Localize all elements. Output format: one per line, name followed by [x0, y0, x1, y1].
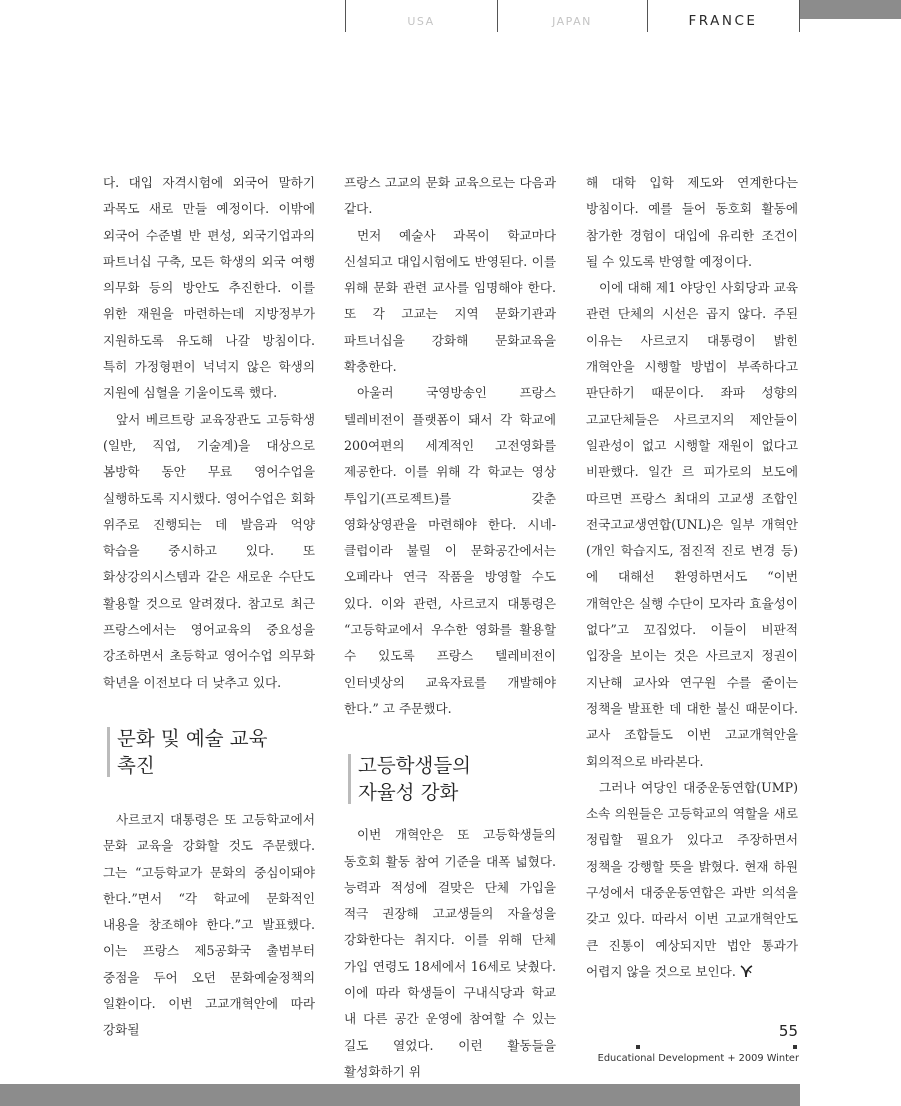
footer-square-mark [793, 1045, 797, 1049]
paragraph: 그러나 여당인 대중운동연합(UMP) 소속 의원들은 고등학교의 역할을 새로 정립할 필요가 있다고 주장하면서 정책을 강행할 뜻을 밝혔다. 현재 하원 구성에서 대중운동연합은 과반 의석을 갖고 있다. 따라서 이번 고교개혁안도 큰 진통이 예상되지만 법안 통과가 어렵지 않을 것으로 보인다. [586, 779, 798, 979]
paragraph: 사르코지 대통령은 또 고등학교에서 문화 교육을 강화할 것도 주문했다. 그는 “고등학교가 문화의 중심이돼야 한다.”면서 “각 학교에 문화적인 내용을 창조해야 한다.”고 발표했다. 이는 프랑스 제5공화국 출범부터 중점을 두어 오던 문화예술정책의 일환이다. 이번 고교개혁안에 따라 강화될 [103, 811, 315, 1038]
journal-title: Educational Development + 2009 Winter [597, 1053, 799, 1064]
article-column-2 [344, 170, 556, 1085]
article-column-1 [103, 170, 315, 1044]
page-number: 55 [778, 1022, 798, 1040]
article-column-3 [586, 170, 798, 985]
section-heading-autonomy [344, 752, 556, 806]
tab-japan: JAPAN [552, 15, 592, 28]
tab-divider [799, 0, 800, 32]
heading-line: 자율성 강화 [358, 781, 459, 805]
footer-gray-band [0, 1084, 800, 1106]
paragraph: 아울러 국영방송인 프랑스 텔레비전이 플랫폼이 돼서 각 학교에 200여편의 세계적인 고전영화를 제공한다. 이를 위해 각 학교는 영상 투입기(프로젝트)를 갖춘 영화상영관을 마련해야 한다. 시네-클럽이라 불릴 이 문화공간에서는 오페라나 연극 작품을 방영할 수도 있다. 이와 관련, 사르코지 대통령은 “고등학교에서 우수한 영화를 활용할 수 있도록 프랑스 텔레비전이 인터넷상의 교육자료를 개발해야 한다.” 고 주문했다. [344, 385, 556, 716]
paragraph: 먼저 예술사 과목이 학교마다 신설되고 대입시험에도 반영된다. 이를 위해 문화 관련 교사를 임명해야 한다. 또 각 고교는 지역 문화기관과 파트너십을 강화해 문화교육을 확충한다. [344, 227, 556, 375]
paragraph: 다. 대입 자격시험에 외국어 말하기 과목도 새로 만들 예정이다. 이밖에 외국어 수준별 반 편성, 외국기업과의 파트너십 구축, 모든 학생의 외국 여행 의무화 등의 방안도 추진한다. 이를 위한 재원을 마련하는데 지방정부가 지원하도록 유도해 나갈 방침이다. 특히 가정형편이 넉넉지 않은 학생의 지원에 심혈을 기울이도록 했다. [103, 175, 315, 401]
header-gray-band [800, 0, 901, 19]
paragraph: 이에 대해 제1 야당인 사회당과 교육 관련 단체의 시선은 곱지 않다. 주된 이유는 사르코지 대통령이 밝힌 개혁안을 시행할 방법이 부족하다고 판단하기 때문이다. 좌파 성향의 고교단체들은 사르코지의 제안들이 일관성이 없고 시행할 재원이 없다고 비판했다. 일간 르 피가로의 보도에 따르면 프랑스 최대의 고교생 조합인 전국고교생연합(UNL)은 일부 개혁안(개인 학습지도, 점진적 진로 변경 등)에 대해선 환영하면서도 “이번 개혁안은 실행 수단이 모자라 효율성이 없다”고 꼬집었다. 이들이 비판적 입장을 보이는 것은 사르코지 정권이 지난해 교사와 연구원 수를 줄이는 정책을 발표한 데 대한 불신 때문이다. 교사 조합들도 이번 고교개혁안을 회의적으로 바라본다. [586, 280, 798, 769]
tab-france: FRANCE [688, 13, 758, 29]
paragraph: 프랑스 고교의 문화 교육으로는 다음과 같다. [344, 175, 556, 217]
section-heading-culture [103, 725, 315, 779]
leaf-end-icon [739, 964, 753, 978]
heading-line: 고등학생들의 [358, 754, 472, 778]
heading-line: 문화 및 예술 교육 [117, 726, 268, 750]
footer-square-mark [636, 1045, 640, 1049]
paragraph: 이번 개혁안은 또 고등학생들의 동호회 활동 참여 기준을 대폭 넓혔다. 능력과 적성에 걸맞은 단체 가입을 적극 권장해 고교생들의 자율성을 강화한다는 취지다. 이를 위해 단체 가입 연령도 18세에서 16세로 낮췄다. 이에 따라 학생들이 구내식당과 학교 내 다른 공간 운영에 참여할 수 있는 길도 열었다. 이런 활동들을 활성화하기 위 [344, 827, 556, 1079]
heading-line: 촉진 [117, 753, 155, 777]
paragraph: 앞서 베르트랑 교육장관도 고등학생(일반, 직업, 기술계)을 대상으로 봄방학 동안 무료 영어수업을 실행하도록 지시했다. 영어수업은 회화 위주로 진행되는 데 발음과 억양 학습을 중시하고 있다. 또 화상강의시스템과 같은 새로운 수단도 활용할 것으로 알려졌다. 참고로 최근 프랑스에서는 영어교육의 중요성을 강조하면서 초등학교 영어수업 의무화 학년을 이전보다 더 낮추고 있다. [103, 411, 315, 690]
tab-usa: USA [407, 15, 435, 28]
paragraph: 해 대학 입학 제도와 연계한다는 방침이다. 예를 들어 동호회 활동에 참가한 경험이 대입에 유리한 조건이 될 수 있도록 반영할 예정이다. [586, 175, 798, 269]
